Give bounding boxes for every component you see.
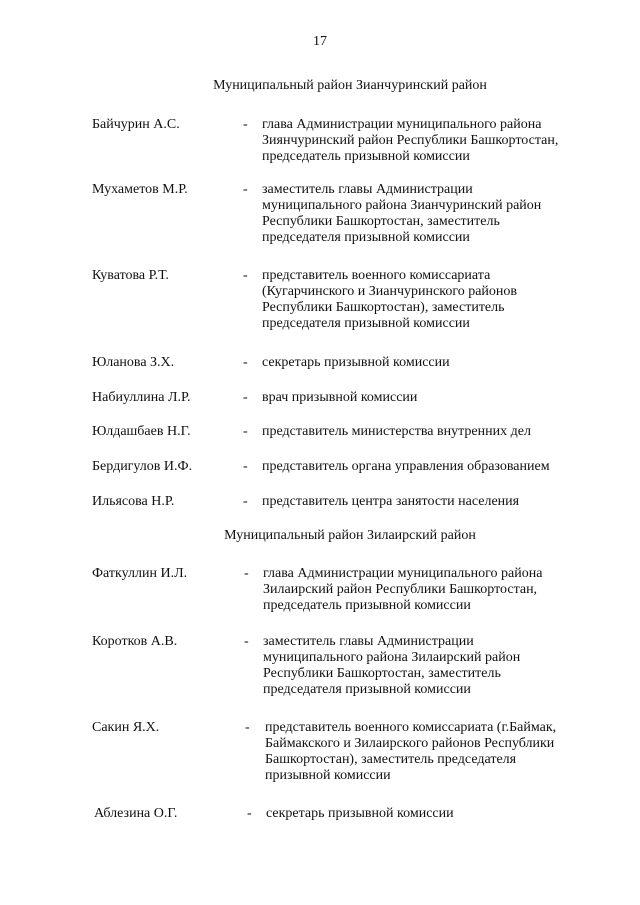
role-line: Республики Башкортостан), заместитель (262, 300, 505, 315)
member-name: Мухаметов М.Р. (92, 182, 188, 197)
role-line: председателя призывной комиссии (262, 230, 470, 245)
member-name: Байчурин А.С. (92, 117, 180, 132)
dash: - (243, 494, 248, 509)
member-role (263, 634, 603, 698)
role-line: представитель военного комиссариата (262, 268, 491, 283)
role-line: представитель органа управления образованием (262, 459, 550, 474)
dash: - (247, 806, 252, 821)
dash: - (243, 355, 248, 370)
dash: - (243, 424, 248, 439)
member-entry (0, 268, 640, 348)
role-line: Зилаирский район Республики Башкортостан, (263, 582, 538, 597)
role-line: призывной комиссии (265, 768, 391, 783)
member-role (262, 390, 602, 406)
member-role (262, 424, 602, 440)
role-line: председатель призывной комиссии (262, 149, 470, 164)
member-role (265, 720, 605, 784)
member-name: Куватова Р.Т. (92, 268, 169, 283)
member-name: Юланова З.Х. (92, 355, 175, 370)
dash: - (244, 634, 249, 649)
role-line: Зиянчуринский район Республики Башкортостан, (262, 133, 559, 148)
member-name: Сакин Я.Х. (92, 720, 160, 735)
member-role (263, 566, 603, 614)
member-name: Юлдашбаев Н.Г. (92, 424, 191, 439)
role-line: секретарь призывной комиссии (262, 355, 450, 370)
member-entry (0, 806, 640, 886)
role-line: Республики Башкортостан, заместитель (262, 214, 500, 229)
member-entry (0, 720, 640, 800)
member-entry (0, 634, 640, 714)
member-name: Ильясова Н.Р. (92, 494, 175, 509)
role-line: Башкортостан), заместитель председателя (265, 752, 517, 767)
member-role (262, 182, 602, 246)
section-title: Муниципальный район Зианчуринский район (213, 78, 487, 93)
dash: - (245, 720, 250, 735)
role-line: представитель министерства внутренних дел (262, 424, 531, 439)
role-line: председателя призывной комиссии (262, 316, 470, 331)
dash: - (243, 117, 248, 132)
member-role (266, 806, 606, 822)
page-number: 17 (313, 34, 327, 49)
member-role (262, 117, 602, 165)
dash: - (244, 566, 249, 581)
dash: - (243, 459, 248, 474)
role-line: врач призывной комиссии (262, 390, 418, 405)
role-line: муниципального района Зилаирский район (263, 650, 521, 665)
member-entry (0, 182, 640, 262)
role-line: глава Администрации муниципального района (263, 566, 543, 581)
dash: - (243, 268, 248, 283)
role-line: представитель военного комиссариата (г.Баймак, (265, 720, 557, 735)
role-line: Баймакского и Зилаирского районов Республики (265, 736, 555, 751)
role-line: заместитель главы Администрации (262, 182, 473, 197)
role-line: председатель призывной комиссии (263, 598, 471, 613)
member-name: Набиуллина Л.Р. (92, 390, 191, 405)
member-name: Фаткуллин И.Л. (92, 566, 188, 581)
role-line: председателя призывной комиссии (263, 682, 471, 697)
member-name: Коротков А.В. (92, 634, 178, 649)
member-role (262, 459, 602, 475)
member-name: Бердигулов И.Ф. (92, 459, 193, 474)
member-role (262, 494, 602, 510)
dash: - (243, 182, 248, 197)
dash: - (243, 390, 248, 405)
section-title: Муниципальный район Зилаирский район (224, 528, 476, 543)
member-name: Аблезина О.Г. (94, 806, 178, 821)
role-line: секретарь призывной комиссии (266, 806, 454, 821)
role-line: (Кугарчинского и Зианчуринского районов (262, 284, 518, 299)
role-line: глава Администрации муниципального района (262, 117, 542, 132)
member-role (262, 355, 602, 371)
role-line: заместитель главы Администрации (263, 634, 474, 649)
role-line: муниципального района Зианчуринский район (262, 198, 542, 213)
member-role (262, 268, 602, 332)
role-line: представитель центра занятости населения (262, 494, 520, 509)
role-line: Республики Башкортостан, заместитель (263, 666, 501, 681)
